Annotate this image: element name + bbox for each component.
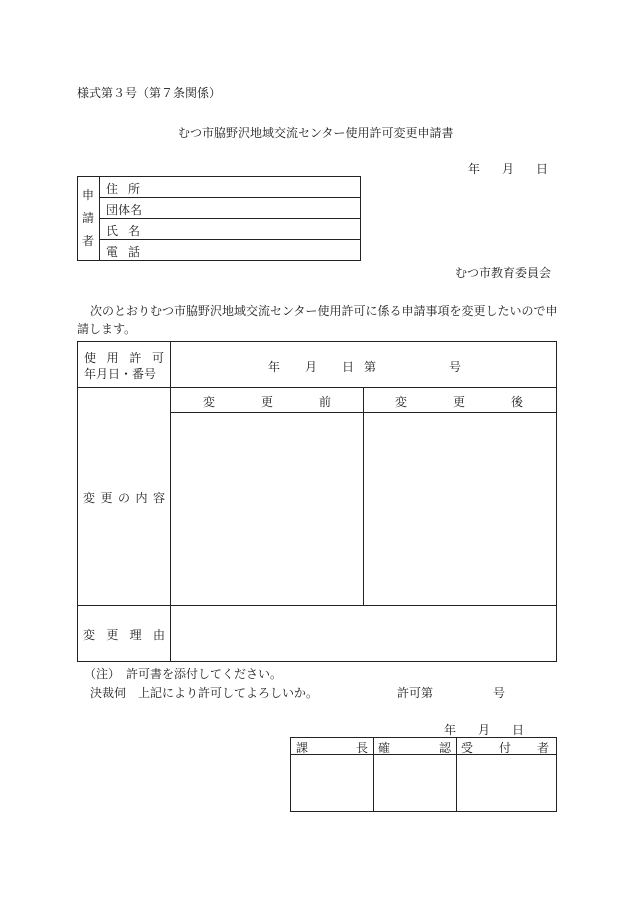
date-month: 月 (501, 162, 514, 176)
date-year: 年 (468, 162, 481, 176)
permit-day: 日 (342, 360, 355, 374)
date-day: 日 (535, 162, 548, 176)
stamp-cell-section-chief[interactable] (291, 755, 373, 811)
after-content-field[interactable] (364, 413, 556, 605)
permit-go: 号 (449, 360, 462, 374)
stamp-header-receiver: 受 付 者 (461, 741, 549, 755)
address-label: 住 所 (106, 182, 140, 196)
form-number: 様式第３号（第７条関係） (77, 86, 222, 100)
reason-label: 変 更 理 由 (83, 628, 165, 642)
applicant-label-char: 申 (81, 188, 94, 202)
body-text-line-2: 請します。 (77, 322, 137, 336)
stamp-date: 年 月 日 (444, 723, 524, 737)
before-header: 変 更 前 (203, 395, 331, 409)
after-header: 変 更 後 (395, 395, 523, 409)
approval-go: 号 (493, 686, 506, 700)
approval-text: 決裁伺 上記により許可してよろしいか。 (90, 686, 319, 700)
document-title: むつ市脇野沢地域交流センター使用許可変更申請書 (178, 126, 454, 140)
before-content-field[interactable] (171, 413, 363, 605)
addressee: むつ市教育委員会 (455, 266, 552, 280)
permit-dai: 第 (364, 360, 377, 374)
permit-month: 月 (305, 360, 318, 374)
approval-permit-no: 許可第 (397, 686, 434, 700)
note: （注） 許可書を添付してください。 (84, 667, 283, 681)
stamp-cell-confirm[interactable] (374, 755, 456, 811)
permit-label-line-1: 使 用 許 可 (84, 351, 164, 365)
permit-label-line-2: 年月日・番号 (84, 367, 157, 381)
group-name-label: 団体名 (106, 203, 143, 217)
permit-year: 年 (268, 360, 281, 374)
phone-label: 電 話 (106, 245, 140, 259)
stamp-cell-receiver[interactable] (457, 755, 556, 811)
reason-field[interactable] (171, 606, 556, 661)
stamp-header-confirm: 確 認 (378, 741, 451, 755)
change-content-label: 変 更 の 内 容 (83, 491, 165, 505)
name-label: 氏 名 (106, 224, 140, 238)
body-text-line-1: 次のとおりむつ市脇野沢地域交流センター使用許可に係る申請事項を変更したいので申 (90, 304, 558, 318)
applicant-label-char: 請 (81, 211, 94, 225)
stamp-header-section-chief: 課 長 (296, 741, 368, 755)
applicant-label-char: 者 (81, 234, 94, 248)
applicant-label (77, 184, 99, 253)
application-date (468, 160, 548, 177)
